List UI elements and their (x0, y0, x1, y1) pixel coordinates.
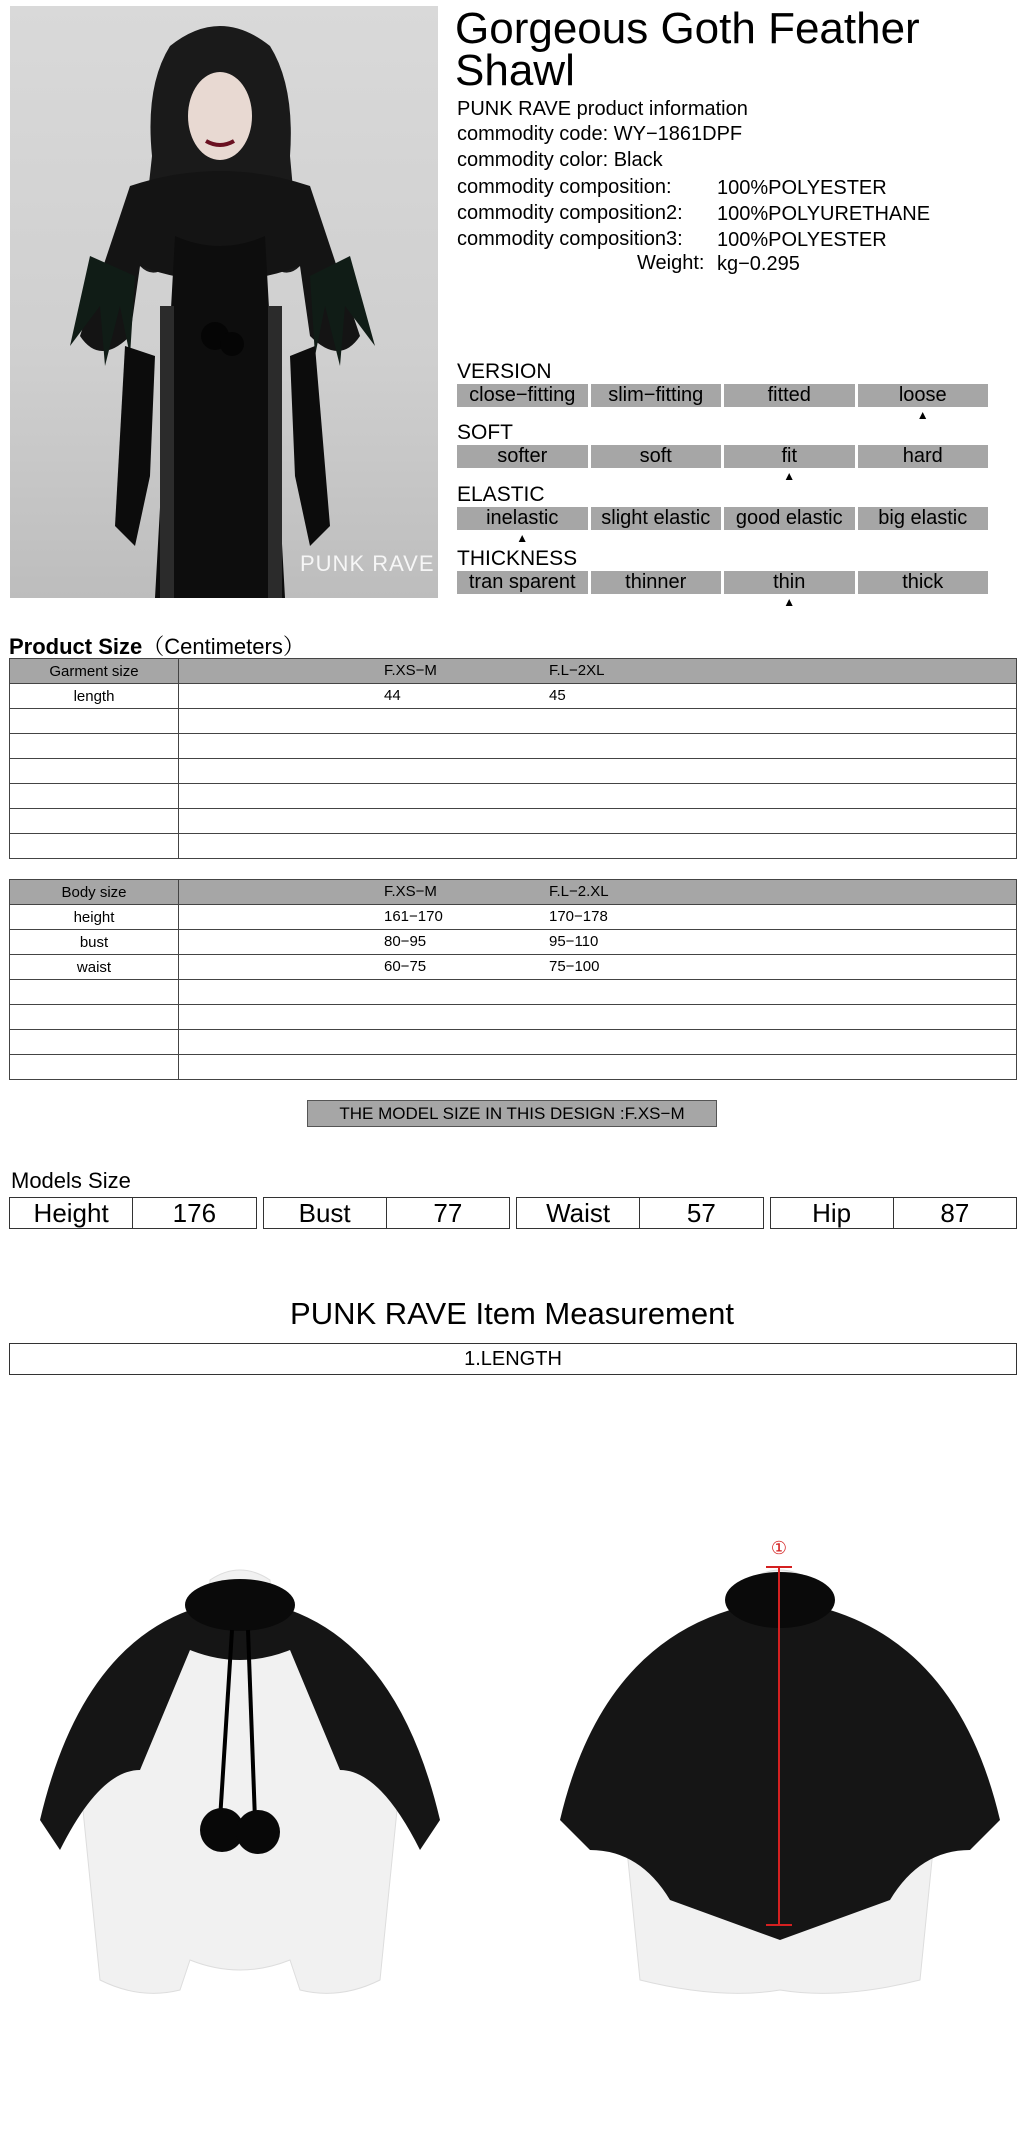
watermark-text: PUNK RAVE (300, 551, 435, 576)
model-measure-name: Height (10, 1198, 133, 1228)
table-row (10, 1005, 1017, 1030)
cell-value: 44 (384, 687, 401, 704)
row-values (179, 734, 1017, 759)
scale-option: big elastic (858, 507, 989, 530)
attribute-title: THICKNESS (457, 547, 578, 570)
model-measure-value: 87 (940, 1198, 970, 1228)
row-values (179, 759, 1017, 784)
product-size-heading: Product Size (9, 634, 143, 659)
spec-row (457, 149, 663, 172)
table-row (10, 784, 1017, 809)
attribute-scale-soft (457, 445, 988, 468)
scale-option: softer (457, 445, 588, 468)
scale-option: good elastic (724, 507, 855, 530)
row-label (10, 734, 179, 759)
garment-photos (40, 1520, 1000, 2040)
attribute-scale-thickness (457, 571, 988, 594)
spec-value: 100%POLYURETHANE (717, 203, 931, 225)
spec-label: Weight: (637, 252, 705, 274)
row-values (179, 1055, 1017, 1080)
model-measure-name: Bust (264, 1198, 387, 1228)
model-measure-name: Hip (771, 1198, 894, 1228)
model-measure-cell (516, 1197, 764, 1229)
model-measure-cell (263, 1197, 511, 1229)
model-measure-cell (770, 1197, 1018, 1229)
table-row (10, 834, 1017, 859)
attribute-scale-elastic (457, 507, 988, 530)
table-row (10, 809, 1017, 834)
header-cell: F.L−2XL (549, 662, 605, 679)
scale-option: thick (858, 571, 989, 594)
table-row (10, 759, 1017, 784)
spec-row (457, 202, 683, 225)
measurement-item: 1.LENGTH (9, 1343, 1017, 1375)
row-label: bust (10, 930, 179, 955)
spec-value: Black (613, 149, 663, 171)
selected-marker-icon: ▲ (783, 469, 796, 483)
product-title: Gorgeous Goth Feather Shawl (455, 4, 920, 95)
scale-option: thin (724, 571, 855, 594)
spec-value: kg−0.295 (717, 253, 800, 275)
model-size-note: THE MODEL SIZE IN THIS DESIGN :F.XS−M (307, 1100, 717, 1127)
table-row (10, 1055, 1017, 1080)
row-label: waist (10, 955, 179, 980)
table-row (10, 1030, 1017, 1055)
length-marker-label: ① (770, 1538, 788, 1559)
row-values (179, 709, 1017, 734)
measurement-title: PUNK RAVE Item Measurement (290, 1296, 734, 1331)
row-label: height (10, 905, 179, 930)
table-row (10, 734, 1017, 759)
header-cell: Garment size (10, 659, 179, 684)
model-measure-value: 77 (433, 1198, 463, 1228)
models-size-label: Models Size (11, 1168, 131, 1193)
model-measure-value: 57 (686, 1198, 716, 1228)
header-cell: F.L−2.XL (549, 883, 609, 900)
selected-marker-icon: ▲ (516, 531, 529, 545)
cell-value: 60−75 (384, 958, 427, 975)
scale-option: inelastic (457, 507, 588, 530)
row-label (10, 980, 179, 1005)
selected-marker-icon: ▲ (916, 408, 929, 422)
scale-option: close−fitting (457, 384, 588, 407)
cell-value: 170−178 (549, 908, 608, 925)
row-label (10, 759, 179, 784)
spec-label: commodity color: (457, 149, 609, 171)
row-label (10, 1055, 179, 1080)
model-figure (10, 6, 438, 598)
product-size-unit: （Centimeters） (142, 634, 305, 659)
row-label (10, 784, 179, 809)
row-values (179, 905, 1017, 930)
scale-option: fit (724, 445, 855, 468)
spec-value: WY−1861DPF (613, 123, 743, 145)
table-row (10, 980, 1017, 1005)
scale-option: soft (591, 445, 722, 468)
header-cell-group (179, 880, 1017, 905)
row-values (179, 784, 1017, 809)
spec-row (637, 252, 704, 275)
row-values (179, 1005, 1017, 1030)
attribute-title: VERSION (457, 360, 552, 383)
header-cell: Body size (10, 880, 179, 905)
attribute-title: SOFT (457, 421, 513, 444)
model-measure-name: Waist (517, 1198, 640, 1228)
scale-option: thinner (591, 571, 722, 594)
table-row (10, 930, 1017, 955)
cell-value: 95−110 (549, 933, 599, 950)
header-cell-group (179, 659, 1017, 684)
model-measure-cell (9, 1197, 257, 1229)
row-values (179, 1030, 1017, 1055)
table-row (10, 709, 1017, 734)
spec-label: commodity composition2: (457, 202, 683, 224)
brand-info-heading: PUNK RAVE product information (457, 98, 748, 120)
row-label (10, 834, 179, 859)
spec-row (457, 228, 683, 251)
row-label (10, 1005, 179, 1030)
cell-value: 80−95 (384, 933, 427, 950)
scale-option: slim−fitting (591, 384, 722, 407)
row-label: length (10, 684, 179, 709)
attribute-scale-version (457, 384, 988, 407)
spec-label: commodity composition: (457, 176, 672, 198)
models-size-grid (9, 1197, 1017, 1229)
row-values (179, 809, 1017, 834)
scale-option: tran sparent (457, 571, 588, 594)
table-header-row (10, 880, 1017, 905)
product-size-title (9, 630, 305, 661)
row-label (10, 709, 179, 734)
attribute-title: ELASTIC (457, 483, 545, 506)
row-values (179, 930, 1017, 955)
garment-size-table (9, 658, 1017, 859)
scale-option: slight elastic (591, 507, 722, 530)
row-values (179, 684, 1017, 709)
row-values (179, 955, 1017, 980)
header-cell: F.XS−M (384, 662, 437, 679)
row-label (10, 1030, 179, 1055)
table-row (10, 905, 1017, 930)
model-measure-value: 176 (172, 1198, 217, 1228)
spec-value: 100%POLYESTER (717, 229, 887, 251)
cell-value: 161−170 (384, 908, 443, 925)
cell-value: 75−100 (549, 958, 600, 975)
scale-option: hard (858, 445, 989, 468)
spec-row (457, 176, 672, 199)
header-cell: F.XS−M (384, 883, 437, 900)
spec-row (457, 123, 742, 146)
shawl-illustration (40, 1520, 1000, 2040)
row-values (179, 834, 1017, 859)
body-size-table (9, 879, 1017, 1080)
scale-option: loose (858, 384, 989, 407)
selected-marker-icon: ▲ (783, 595, 796, 609)
table-row (10, 684, 1017, 709)
spec-label: commodity code: (457, 123, 609, 145)
product-photo (10, 6, 438, 598)
table-row (10, 955, 1017, 980)
spec-value: 100%POLYESTER (717, 177, 887, 199)
row-label (10, 809, 179, 834)
row-values (179, 980, 1017, 1005)
cell-value: 45 (549, 687, 566, 704)
spec-label: commodity composition3: (457, 228, 683, 250)
table-header-row (10, 659, 1017, 684)
scale-option: fitted (724, 384, 855, 407)
